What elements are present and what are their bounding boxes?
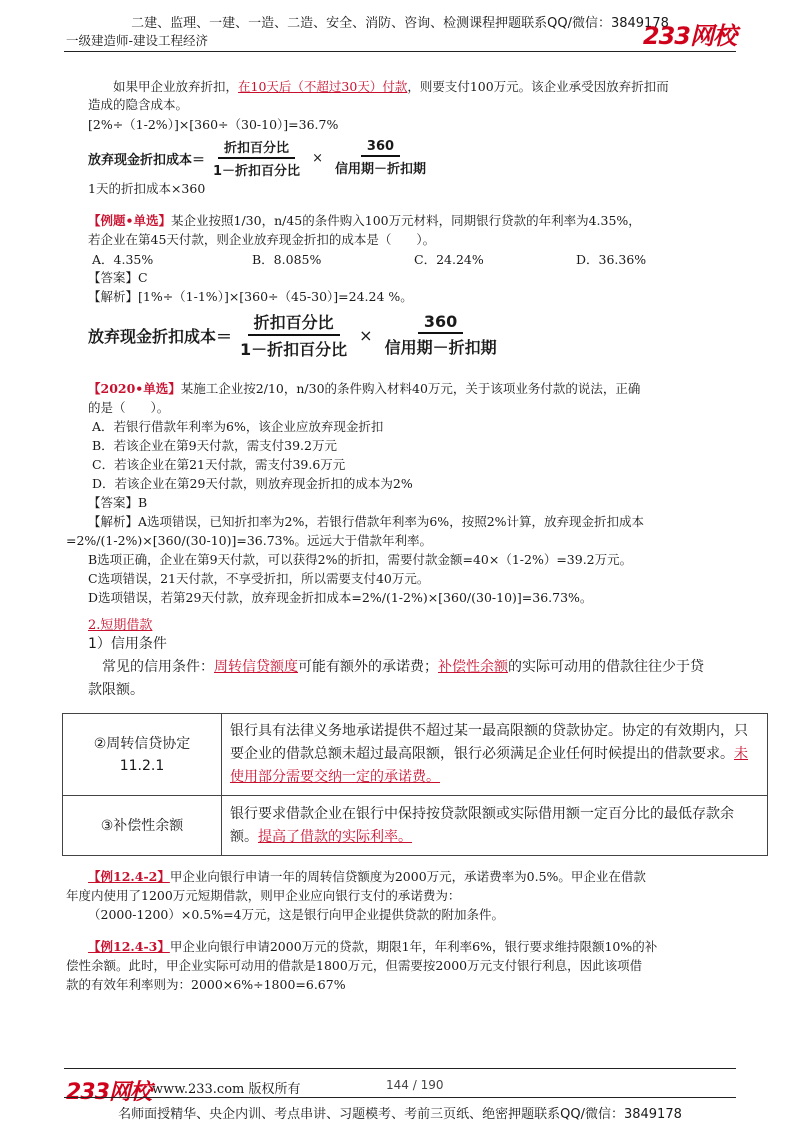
example2-analysis-1: 【解析】A选项错误，已知折扣率为2%，若银行借款年利率为6%，按照2%计算，放弃现金折扣成本 bbox=[88, 514, 645, 529]
example2-answer: 【答案】B bbox=[88, 495, 148, 510]
table-label-cell: ③补偿性余额 bbox=[63, 796, 222, 856]
example2-stem: 【2020•单选】某施工企业按2/10，n/30的条件购入材料40万元，关于该项业务付款的说法，正确 bbox=[88, 381, 641, 396]
formula-fraction-2: $\frac{360}{\text{信用期－折扣期}}$ bbox=[334, 139, 426, 177]
example2-analysis-4: C选项错误，21天付款，不享受折扣，所以需要支付40万元。 bbox=[88, 571, 430, 586]
example2-option-a: A．若银行借款年利率为6%，该企业应放弃现金折扣 bbox=[92, 419, 384, 434]
example2-analysis-2: =2%/(1-2%)×[360/(30-10)]=36.73%。远远大于借款年利率。 bbox=[66, 533, 432, 548]
intro-highlight: 在10天后（不超过30天）付款 bbox=[238, 79, 408, 94]
section-paragraph-line2: 款限额。 bbox=[88, 682, 144, 698]
footer-contact-line: 名师面授精华、央企内训、考点串讲、习题模考、考前三页纸、绝密押题联系QQ/微信：3849178 bbox=[118, 1107, 682, 1122]
example3-line1: 【例12.4-2】甲企业向银行申请一年的周转信贷额度为2000万元，承诺费率为0.5%。甲企业在借款 bbox=[88, 869, 646, 884]
table-row bbox=[63, 714, 768, 796]
example1-answer: 【答案】C bbox=[88, 270, 148, 285]
example3-tag: 【例12.4-2】 bbox=[88, 869, 170, 884]
example1-stem: 【例题•单选】某企业按照1/30，n/45的条件购入100万元材料，同期银行贷款的年利率为4.35%， bbox=[88, 213, 641, 228]
intro-paragraph: 如果甲企业放弃折扣，在10天后（不超过30天）付款，则要支付100万元。该企业承受因放弃折扣而 bbox=[113, 79, 669, 94]
example2-option-c: C．若该企业在第21天付款，需支付39.6万元 bbox=[92, 457, 346, 472]
example2-tag: 【2020•单选】 bbox=[88, 381, 181, 396]
option-a: A．4.35% bbox=[92, 252, 154, 267]
term-compensating-balance: 补偿性余额 bbox=[438, 659, 508, 675]
footer-site: www.233.com 版权所有 bbox=[152, 1082, 301, 1097]
example2-analysis-3: B选项正确，企业在第9天付款，可以获得2%的折扣，需要付款金额=40×（1-2%）=39.2万元。 bbox=[88, 552, 633, 567]
example2-option-d: D．若该企业在第29天付款，则放弃现金折扣的成本为2% bbox=[92, 476, 413, 491]
example1-analysis: 【解析】[1%÷（1-1%）]×[360÷（45-30）]=24.24 %。 bbox=[88, 289, 413, 304]
formula-fraction-1: $\frac{\text{折扣百分比}}{\text{1－折扣百分比}}$ bbox=[207, 137, 306, 179]
example4-line3: 款的有效年利率则为：2000×6%÷1800=6.67% bbox=[66, 977, 346, 992]
table-row bbox=[63, 796, 768, 856]
page-number: 144 / 190 bbox=[386, 1078, 444, 1092]
example1-options bbox=[92, 250, 712, 268]
header-contact-line: 二建、监理、一建、一造、二造、安全、消防、咨询、检测课程押题联系QQ/微信：3849178 bbox=[131, 16, 669, 31]
header-divider bbox=[64, 51, 736, 52]
example4-line1: 【例12.4-3】甲企业向银行申请2000万元的贷款，期限1年，年利率6%，银行要求维持限额10%的补 bbox=[88, 939, 658, 954]
formula-large-fraction-2: $\frac{360}{\text{信用期－折扣期}}$ bbox=[384, 312, 497, 357]
option-c: C．24.24% bbox=[414, 252, 484, 267]
discount-cost-formula-large: 放弃现金折扣成本＝ $\frac{\text{折扣百分比}}{\text{1－折扣百分比}}$ × $\frac{360}{\text{信用期－折扣期}}$ bbox=[88, 310, 505, 360]
table-label-cell: ②周转信贷协定 11.2.1 bbox=[63, 714, 222, 796]
header-subtitle: 一级建造师-建设工程经济 bbox=[66, 33, 209, 48]
example4-line2: 偿性余额。此时，甲企业实际可动用的借款是1800万元，但需要按2000万元支付银行利息，因此该项借 bbox=[66, 958, 643, 973]
example3-line3: （2000-1200）×0.5%=4万元，这是银行向甲企业提供贷款的附加条件。 bbox=[88, 907, 505, 922]
example2-stem-line2: 的是（ ）。 bbox=[88, 400, 170, 415]
example4-tag: 【例12.4-3】 bbox=[88, 939, 170, 954]
formula-large-fraction-1: $\frac{\text{折扣百分比}}{\text{1－折扣百分比}}$ bbox=[234, 310, 353, 360]
section-title: 2.短期借款 bbox=[88, 618, 153, 633]
option-b: B．8.085% bbox=[252, 252, 322, 267]
example2-analysis-5: D选项错误，若第29天付款，放弃现金折扣成本=2%/(1-2%)×[360/(30-10)]=36.73%。 bbox=[88, 590, 593, 605]
option-d: D．36.36% bbox=[576, 252, 647, 267]
table-desc-cell: 银行具有法律义务地承诺提供不超过某一最高限额的贷款协定。协定的有效期内，只要企业的借款总额未超过最高限额，银行必须满足企业任何时候提出的借款要求。未使用部分需要交纳一定的承诺费。 bbox=[222, 714, 768, 796]
credit-terms-table bbox=[62, 713, 768, 856]
intro-line2: 造成的隐含成本。 bbox=[88, 97, 189, 112]
discount-cost-formula: 放弃现金折扣成本＝ $\frac{\text{折扣百分比}}{\text{1－折扣百分比}}$ × $\frac{360}{\text{信用期－折扣期}}$ bbox=[88, 137, 434, 179]
example1-stem-line2: 若企业在第45天付款，则企业放弃现金折扣的成本是（ ）。 bbox=[88, 232, 436, 247]
term-revolving-credit: 周转信贷额度 bbox=[214, 659, 298, 675]
footer-divider bbox=[64, 1068, 736, 1069]
brand-logo: 233网校 bbox=[642, 22, 736, 50]
intro-calc: [2%÷（1-2%）]×[360÷（30-10）]=36.7% bbox=[88, 117, 339, 132]
example3-line2: 年度内使用了1200万元短期借款，则甲企业应向银行支付的承诺费为： bbox=[66, 888, 461, 903]
footer-divider-2 bbox=[64, 1097, 736, 1098]
footer-logo: 233网校 bbox=[66, 1080, 151, 1105]
table-desc-cell: 银行要求借款企业在银行中保持按贷款限额或实际借用额一定百分比的最低存款余额。提高了借款的实际利率。 bbox=[222, 796, 768, 856]
example1-tag: 【例题•单选】 bbox=[88, 213, 171, 228]
daily-cost-note: 1天的折扣成本×360 bbox=[88, 181, 206, 196]
section-subtitle: 1）信用条件 bbox=[88, 636, 167, 652]
section-paragraph: 常见的信用条件：周转信贷额度可能有额外的承诺费；补偿性余额的实际可动用的借款往往少于贷 bbox=[102, 659, 704, 675]
example2-option-b: B．若该企业在第9天付款，需支付39.2万元 bbox=[92, 438, 337, 453]
